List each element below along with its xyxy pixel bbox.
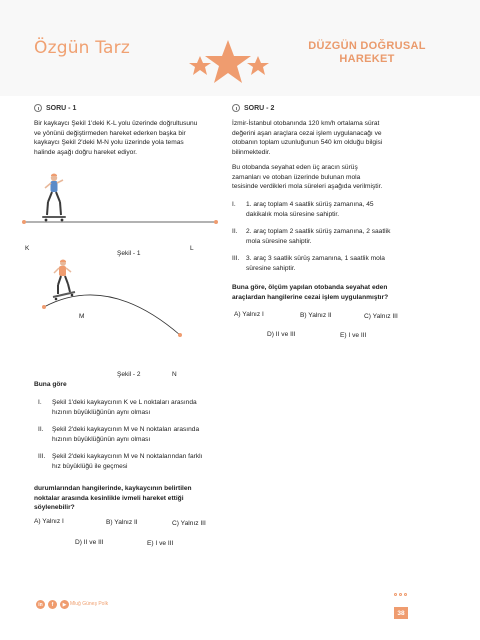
q2-items [232, 200, 442, 274]
q1-item-2: II. Şekil 2'deki kaykaycının M ve N noktaları arasında hızının büyüklüğünün aynı olması [38, 426, 200, 443]
q1-items [38, 398, 248, 472]
fig2-label-m: M [79, 313, 85, 320]
skater-icon [53, 260, 75, 301]
q2-option-a[interactable]: A) Yalnız I [234, 311, 264, 318]
q2-item-2: II. 2. araç toplam 2 saatlik sürüş zamanına, 2 saatlik mola süresine sahiptir. [232, 228, 391, 245]
q2-option-e[interactable]: E) I ve III [340, 332, 367, 339]
page-dots-decoration [394, 593, 407, 596]
q1-item-1: I. Şekil 1'deki kaykaycının K ve L noktaları arasında hızının büyüklüğünün aynı olması [38, 399, 197, 416]
small-star-icon [189, 56, 211, 75]
figure-2 [20, 255, 220, 371]
fig2-caption: Şekil - 2 [117, 371, 141, 378]
q2-intro-2: Bu otobanda seyahat eden üç aracın sürüş zamanları ve otoban üzerinde bulunan mola tesisinde verdikleri mola süreleri aşağıda verilmiştir. [232, 164, 383, 191]
q1-option-d[interactable]: D) II ve III [75, 539, 104, 546]
fig1-caption: Şekil - 1 [117, 250, 141, 257]
skater-icon [42, 174, 66, 222]
q1-option-e[interactable]: E) I ve III [147, 540, 174, 547]
q1-heading: SORU - 1 [34, 104, 76, 112]
q1-item-3: III. Şekil 2'deki kaykaycının M ve N noktalarından farklı hız büyüklüğü ile geçmesi [38, 453, 203, 470]
facebook-icon[interactable]: f [48, 600, 57, 609]
q1-lead: Buna göre [34, 381, 67, 388]
large-star-icon [205, 40, 251, 83]
q1-question: durumlarından hangilerinde, kaykaycının belirtilen noktalar arasında kesinlikle ivmeli hareket ettiği söylenebilir? [34, 485, 192, 512]
q2-intro: İzmir-İstanbul otobanında 120 km/h ortalama sürat değerini aşan araçlara cezai işlem uygulanacağı ve otobanın toplam uzunluğunun 540 km olduğu bilgisi bilinmektedir. [232, 120, 383, 156]
stars-decoration [186, 26, 286, 86]
info-icon [232, 104, 240, 112]
q2-question: Buna göre, ölçüm yapılan otobanda seyahat eden araçlardan hangilerine cezai işlem uygulanmıştır? [232, 284, 389, 301]
q2-option-c[interactable]: C) Yalnız III [364, 313, 398, 320]
q2-heading: SORU - 2 [232, 104, 274, 112]
social-icons [36, 600, 69, 609]
page-number: 38 [394, 607, 408, 619]
info-icon [34, 104, 42, 112]
fig1-label-k: K [25, 245, 30, 252]
fig1-label-l: L [190, 245, 194, 252]
q2-item-3: III. 3. araç 3 saatlik sürüş zamanına, 1 saatlik mola süresine sahiptir. [232, 255, 385, 272]
q1-option-b[interactable]: B) Yalnız II [106, 519, 138, 526]
q2-item-1: I. 1. araç toplam 4 saatlik sürüş zamanına, 45 dakikalık mola süresine sahiptir. [232, 201, 374, 218]
figure-1 [20, 164, 230, 240]
linkedin-icon[interactable]: in [36, 600, 45, 609]
fig2-label-n: N [172, 371, 177, 378]
small-star-icon [247, 56, 269, 75]
youtube-icon[interactable]: ▶ [60, 600, 69, 609]
chapter-title: DÜZGÜN DOĞRUSAL HAREKET [308, 40, 426, 65]
q2-option-b[interactable]: B) Yalnız II [300, 312, 332, 319]
q1-intro: Bir kaykaycı Şekil 1'deki K-L yolu üzerinde doğrultusunu ve yönünü değiştirmeden hareket ederken başka bir kaykaycı Şekil 2'deki M-N yolu üzerinde yola temas halinde aşağı doğru hareket ediyor. [34, 120, 198, 156]
brand-title: Özgün Tarz [34, 38, 130, 58]
footer-author: Mluğ Güneş Polk [70, 601, 109, 607]
q1-option-a[interactable]: A) Yalnız I [34, 518, 64, 525]
q1-option-c[interactable]: C) Yalnız III [172, 520, 206, 527]
q2-option-d[interactable]: D) II ve III [267, 331, 296, 338]
